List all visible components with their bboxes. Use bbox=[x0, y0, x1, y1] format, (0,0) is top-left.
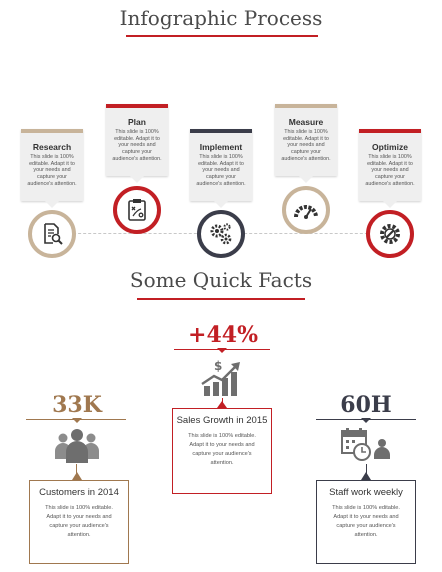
page-title: Infographic Process bbox=[119, 6, 323, 30]
card-accent-bar bbox=[275, 104, 337, 108]
card-pointer bbox=[214, 201, 228, 208]
fact-arrow-up bbox=[72, 472, 82, 480]
process-label: Implement bbox=[199, 142, 243, 152]
title-underline bbox=[126, 35, 318, 37]
fact-label: Customers in 2014 bbox=[39, 487, 119, 498]
card-pointer bbox=[299, 176, 313, 183]
fact-body: This slide is 100% editable. Adapt it to your needs and capture your audience's attention. bbox=[45, 505, 113, 538]
fact-arrow-up bbox=[361, 472, 371, 480]
process-circle-measure bbox=[282, 186, 330, 234]
card-accent-bar bbox=[106, 104, 168, 108]
calendar-clock-icon bbox=[340, 427, 392, 463]
card-pointer bbox=[130, 176, 144, 183]
card-accent-bar bbox=[21, 129, 83, 133]
fact-arrow-up bbox=[217, 401, 227, 408]
fact-value-customers: 33K bbox=[52, 392, 102, 418]
fact-box-customers bbox=[29, 480, 129, 564]
process-label: Plan bbox=[128, 117, 146, 127]
process-card-plan bbox=[106, 104, 168, 176]
fact-pointer bbox=[72, 418, 82, 423]
process-card-measure bbox=[275, 104, 337, 176]
speedometer-icon bbox=[293, 200, 319, 220]
process-label: Measure bbox=[288, 117, 324, 127]
fact-box-hours bbox=[316, 480, 416, 564]
process-body: This slide is 100% editable. Adapt it to your needs and capture your audience's attention. bbox=[196, 154, 246, 187]
process-circle-plan bbox=[113, 186, 161, 234]
people-group-icon bbox=[53, 425, 101, 463]
process-card-implement bbox=[190, 129, 252, 201]
fact-value-hours: 60H bbox=[340, 392, 392, 418]
card-accent-bar bbox=[359, 129, 421, 133]
process-circle-optimize bbox=[366, 210, 414, 258]
process-card-optimize bbox=[359, 129, 421, 201]
process-circle-research bbox=[28, 210, 76, 258]
card-pointer bbox=[383, 201, 397, 208]
card-pointer bbox=[45, 201, 59, 208]
fact-label: Staff work weekly bbox=[329, 487, 403, 498]
growth-chart-icon bbox=[200, 358, 244, 398]
fact-value-sales: +44% bbox=[188, 322, 258, 348]
process-body: This slide is 100% editable. Adapt it to your needs and capture your audience's attention. bbox=[27, 154, 77, 187]
process-body: This slide is 100% editable. Adapt it to your needs and capture your audience's attention. bbox=[112, 129, 162, 162]
card-accent-bar bbox=[190, 129, 252, 133]
document-search-icon bbox=[40, 222, 64, 246]
fact-pointer bbox=[361, 418, 371, 423]
fact-pointer bbox=[217, 348, 227, 353]
fact-label: Sales Growth in 2015 bbox=[176, 415, 268, 426]
process-body: This slide is 100% editable. Adapt it to your needs and capture your audience's attention. bbox=[281, 129, 331, 162]
svg-text:$: $ bbox=[214, 359, 223, 373]
process-circle-implement bbox=[197, 210, 245, 258]
fact-box-sales bbox=[172, 408, 272, 494]
gear-wrench-icon bbox=[378, 222, 402, 246]
process-body: This slide is 100% editable. Adapt it to your needs and capture your audience's attention. bbox=[365, 154, 415, 187]
facts-title: Some Quick Facts bbox=[129, 268, 313, 292]
fact-body: This slide is 100% editable. Adapt it to your needs and capture your audience's attention. bbox=[332, 505, 400, 538]
fact-body: This slide is 100% editable. Adapt it to your needs and capture your audience's attention. bbox=[188, 433, 256, 466]
gears-icon bbox=[208, 221, 234, 247]
facts-title-underline bbox=[137, 298, 305, 300]
process-card-research bbox=[21, 129, 83, 201]
process-label: Optimize bbox=[372, 142, 408, 152]
process-label: Research bbox=[32, 142, 72, 152]
clipboard-strategy-icon bbox=[125, 198, 149, 222]
